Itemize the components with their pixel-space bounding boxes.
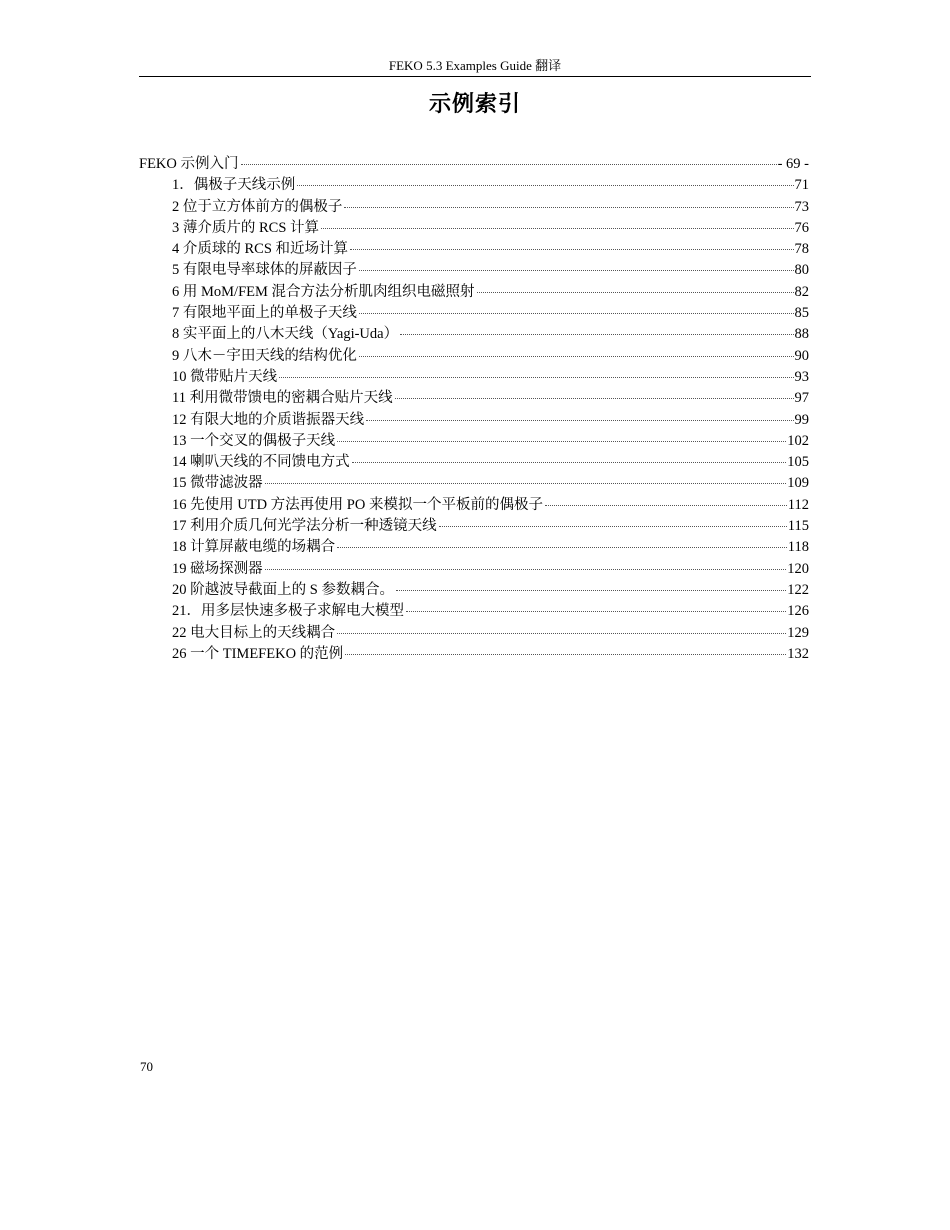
toc-entry-page: 126 (787, 603, 809, 620)
toc-entry-page: 109 (787, 475, 809, 492)
toc-dot-leader (337, 441, 786, 442)
toc-dot-leader (337, 633, 786, 634)
toc-entry-label: 1．偶极子天线示例 (172, 177, 296, 194)
toc-entry-page: 129 (787, 624, 809, 641)
toc-entry-page: 78 (794, 241, 809, 258)
toc-entry-page: 73 (794, 198, 809, 215)
toc-entry[interactable] (139, 408, 809, 429)
toc-entry[interactable] (139, 216, 809, 237)
toc-entry-label: 26 一个 TIMEFEKO 的范例 (172, 645, 344, 662)
toc-dot-leader (344, 207, 793, 208)
toc-entry[interactable] (139, 237, 809, 258)
toc-entry-page: 118 (787, 539, 809, 556)
toc-entry[interactable] (139, 386, 809, 407)
toc-entry[interactable] (139, 621, 809, 642)
toc-entry-label: 4 介质球的 RCS 和近场计算 (172, 241, 349, 258)
toc-entry-page: 122 (787, 581, 809, 598)
toc-dot-leader (359, 356, 794, 357)
toc-entry[interactable] (139, 535, 809, 556)
toc-entry[interactable] (139, 557, 809, 578)
page-title: 示例索引 (428, 92, 521, 117)
toc-dot-leader (337, 547, 787, 548)
toc-entry-label: 16 先使用 UTD 方法再使用 PO 来模拟一个平板前的偶极子 (172, 496, 543, 513)
toc-entry-label: 10 微带贴片天线 (172, 368, 278, 385)
toc-entry-label: 12 有限大地的介质谐振器天线 (172, 411, 365, 428)
toc-dot-leader (350, 249, 793, 250)
toc-entry[interactable] (139, 322, 809, 343)
toc-entry-label: FEKO 示例入门 (139, 156, 239, 172)
toc-entry-page: 97 (794, 390, 809, 407)
toc-entry-label: 11 利用微带馈电的密耦合贴片天线 (172, 390, 393, 407)
toc-entry-page: 71 (794, 177, 809, 194)
header-rule (139, 76, 811, 77)
toc-entry-label: 9 八木－宇田天线的结构优化 (172, 347, 357, 364)
toc-dot-leader (352, 462, 787, 463)
toc-dot-leader (395, 398, 794, 399)
toc-entry[interactable] (139, 365, 809, 386)
toc-entry-page: 120 (787, 560, 809, 577)
toc-entry-page: 82 (794, 283, 809, 300)
toc-entry[interactable] (139, 599, 809, 620)
toc-entry-label: 2 位于立方体前方的偶极子 (172, 198, 343, 215)
toc-dot-leader (359, 270, 794, 271)
toc-entry[interactable] (139, 301, 809, 322)
toc-dot-leader (345, 654, 786, 655)
toc-entry-label: 20 阶越波导截面上的 S 参数耦合。 (172, 581, 394, 598)
toc-dot-leader (396, 590, 786, 591)
toc-entry-label: 19 磁场探测器 (172, 560, 263, 577)
toc-entry-page: 85 (794, 305, 809, 322)
table-of-contents (139, 152, 809, 663)
toc-entry-label: 15 微带滤波器 (172, 475, 263, 492)
toc-dot-leader (265, 483, 787, 484)
toc-entry-page: - 69 - (777, 156, 809, 172)
toc-entry-label: 22 电大目标上的天线耦合 (172, 624, 336, 641)
toc-entry-page: 93 (794, 368, 809, 385)
toc-entry-page: 105 (787, 454, 809, 471)
toc-entry[interactable] (139, 493, 809, 514)
toc-dot-leader (359, 313, 794, 314)
toc-entry-page: 76 (794, 219, 809, 236)
toc-entry-label: 13 一个交叉的偶极子天线 (172, 432, 336, 449)
toc-dot-leader (406, 611, 786, 612)
toc-entry-page: 115 (787, 518, 809, 535)
toc-entry-label: 3 薄介质片的 RCS 计算 (172, 219, 320, 236)
toc-entry-page: 88 (794, 326, 809, 343)
toc-entry-page: 99 (794, 411, 809, 428)
toc-dot-leader (545, 505, 787, 506)
toc-entry[interactable] (139, 258, 809, 279)
toc-entry[interactable] (139, 642, 809, 663)
toc-entry-label: 18 计算屏蔽电缆的场耦合 (172, 539, 336, 556)
toc-entry-label: 8 实平面上的八木天线（Yagi-Uda） (172, 326, 399, 343)
toc-entry[interactable] (139, 280, 809, 301)
toc-dot-leader (477, 292, 794, 293)
toc-entry-page: 112 (787, 496, 809, 513)
toc-entry-label: 21．用多层快速多极子求解电大模型 (172, 603, 404, 620)
toc-dot-leader (321, 228, 793, 229)
toc-entry-page: 132 (787, 645, 809, 662)
toc-entry[interactable] (139, 344, 809, 365)
toc-entry-page: 80 (794, 262, 809, 279)
toc-dot-leader (279, 377, 793, 378)
toc-dot-leader (297, 185, 793, 186)
toc-entry-label: 5 有限电导率球体的屏蔽因子 (172, 262, 357, 279)
toc-entry[interactable] (139, 152, 809, 173)
toc-entry[interactable] (139, 514, 809, 535)
toc-entry[interactable] (139, 429, 809, 450)
toc-entry-label: 17 利用介质几何光学法分析一种透镜天线 (172, 518, 437, 535)
toc-entry-page: 90 (794, 347, 809, 364)
toc-entry[interactable] (139, 450, 809, 471)
toc-entry-label: 6 用 MoM/FEM 混合方法分析肌肉组织电磁照射 (172, 283, 475, 300)
toc-dot-leader (241, 164, 777, 165)
toc-entry[interactable] (139, 471, 809, 492)
toc-dot-leader (265, 569, 787, 570)
page-number: 70 (140, 1059, 153, 1074)
toc-entry-page: 102 (787, 432, 809, 449)
running-header: FEKO 5.3 Examples Guide 翻译 (388, 58, 562, 73)
toc-dot-leader (400, 334, 793, 335)
toc-dot-leader (366, 420, 793, 421)
toc-entry-label: 14 喇叭天线的不同馈电方式 (172, 454, 350, 471)
toc-entry[interactable] (139, 173, 809, 194)
toc-entry-label: 7 有限地平面上的单极子天线 (172, 305, 357, 322)
toc-entry[interactable] (139, 578, 809, 599)
toc-entry[interactable] (139, 195, 809, 216)
toc-dot-leader (439, 526, 787, 527)
